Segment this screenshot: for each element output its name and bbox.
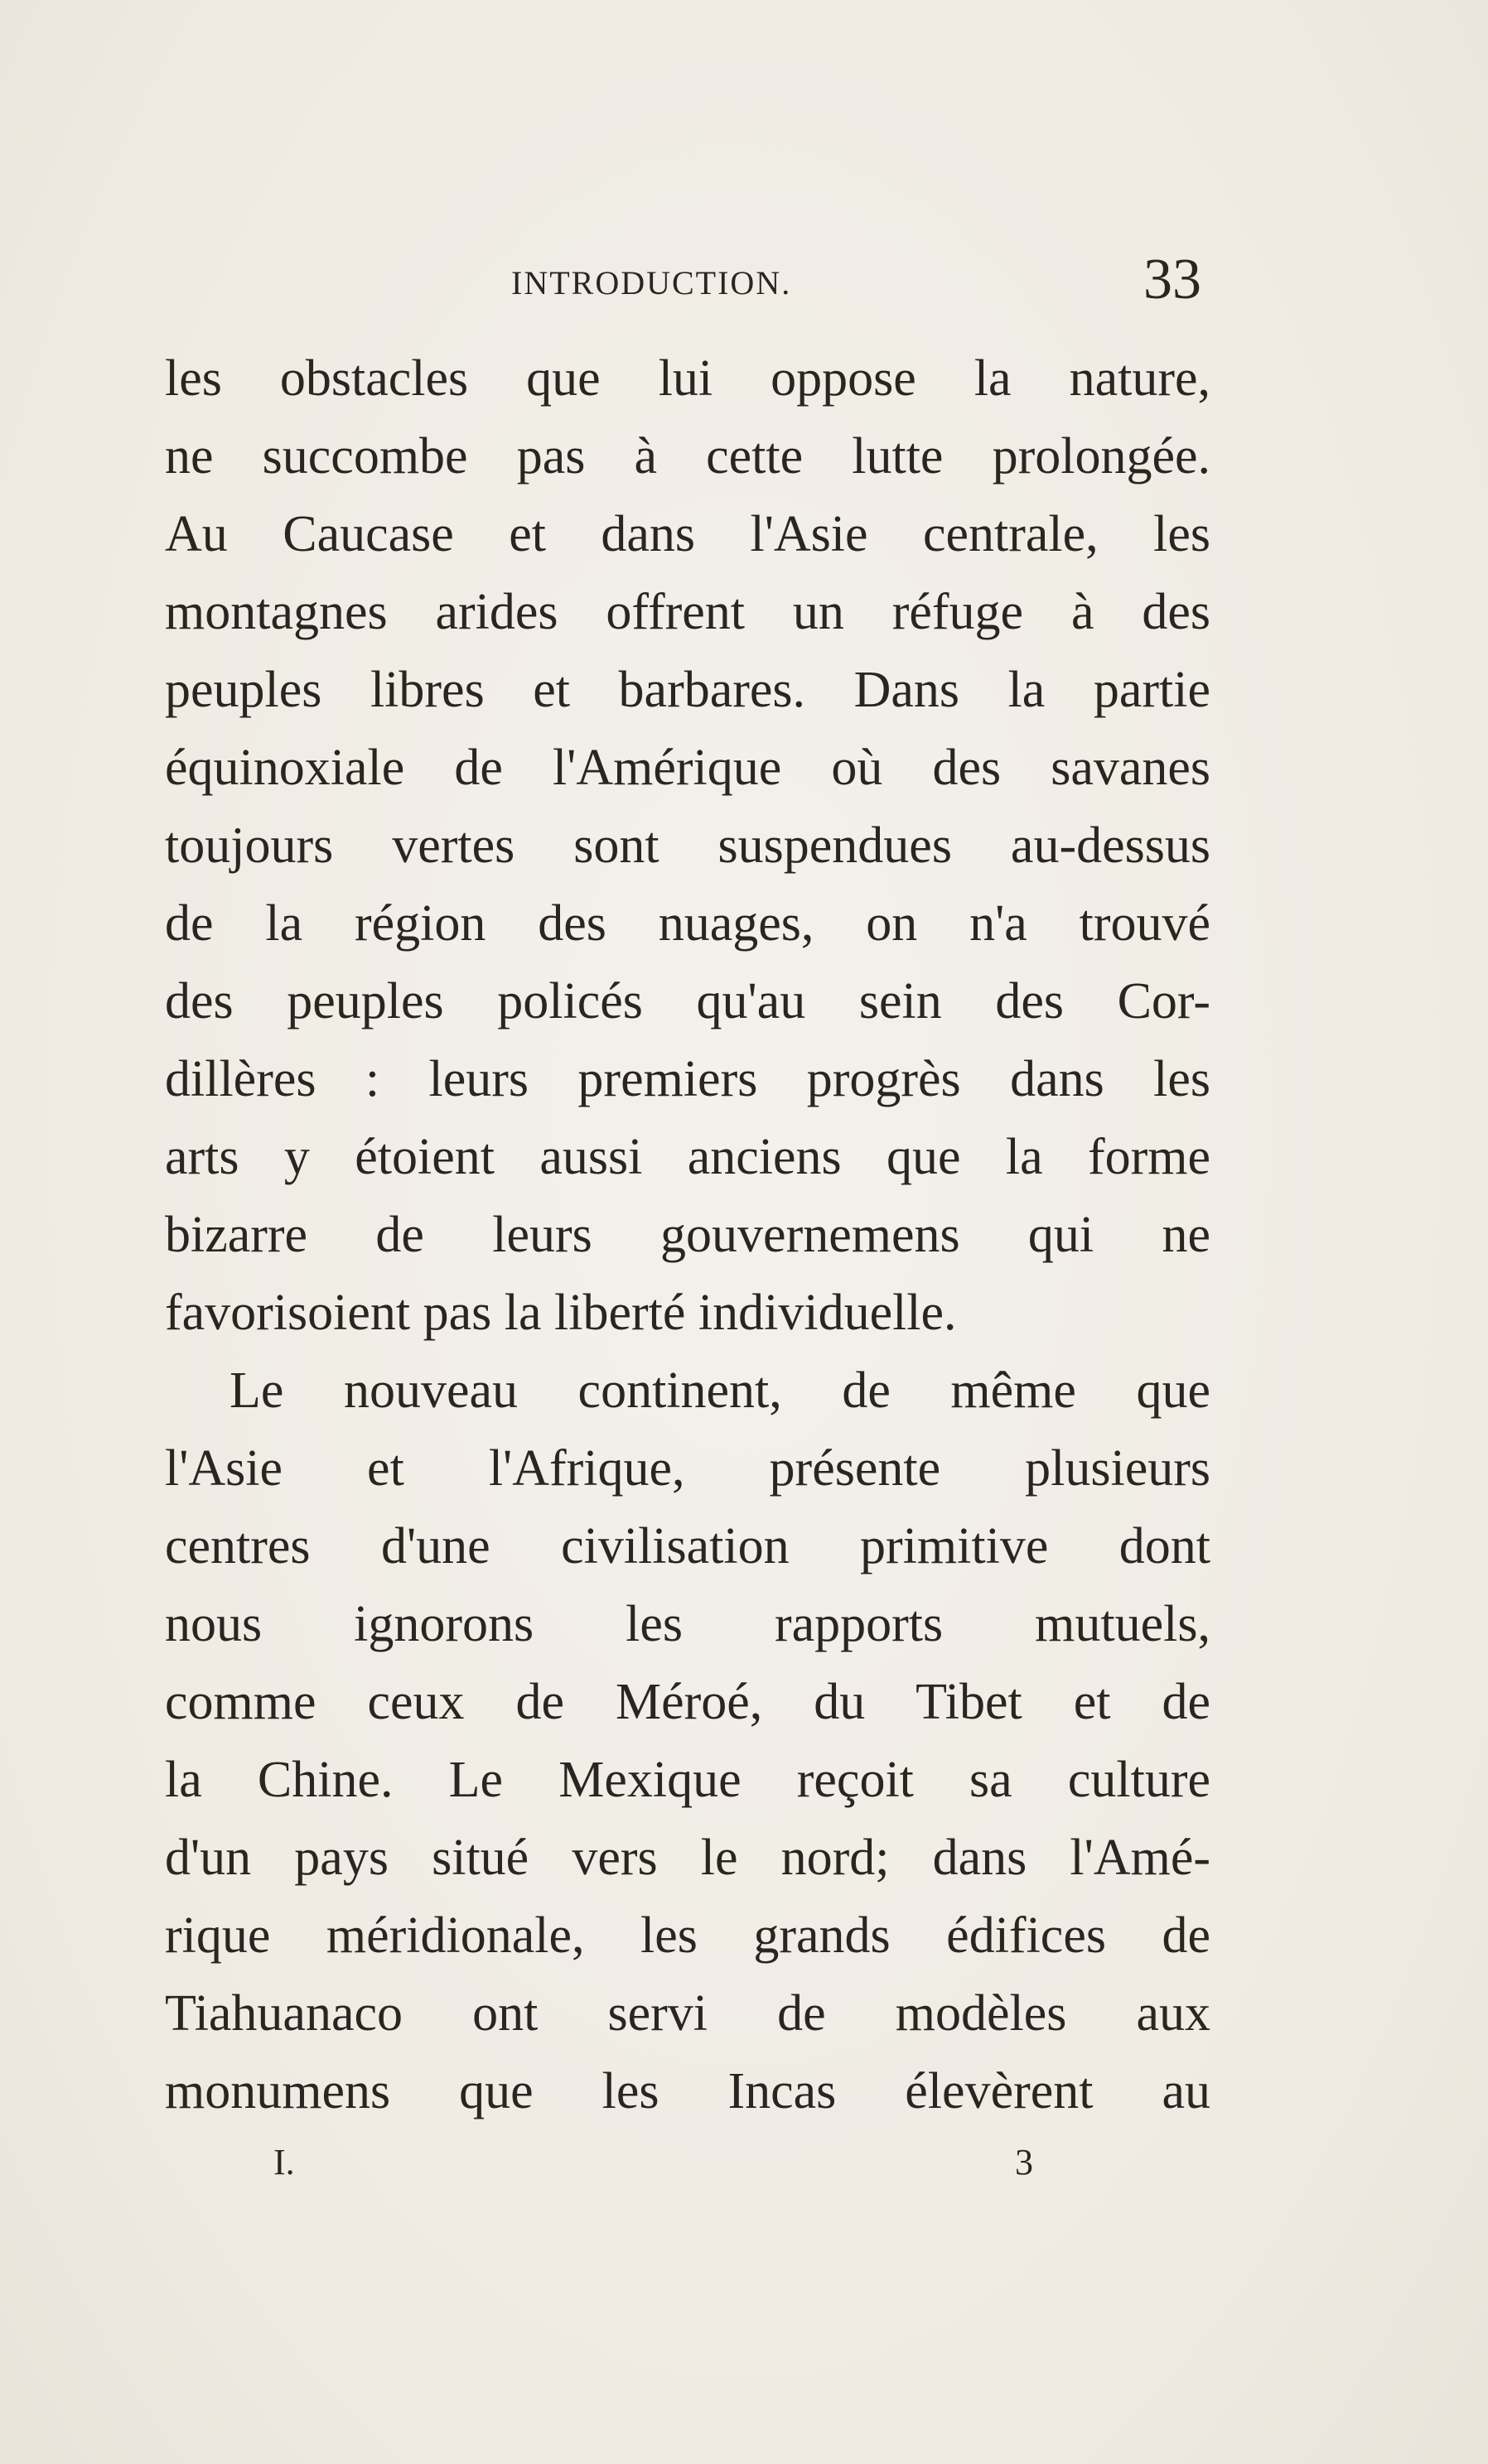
text-line: arts y étoient aussi anciens que la forme [165,1129,1210,1185]
text-line: ne succombe pas à cette lutte prolongée. [165,428,1210,485]
text-line: nous ignorons les rapports mutuels, [165,1596,1210,1652]
text-line: d'un pays situé vers le nord; dans l'Amé- [165,1830,1210,1886]
text-line: centres d'une civilisation primitive dont [165,1518,1210,1574]
text-line: rique méridionale, les grands édifices de [165,1907,1210,1964]
text-line: les obstacles que lui oppose la nature, [165,350,1210,407]
text-line: bizarre de leurs gouvernemens qui ne [165,1207,1210,1263]
signature-volume: I. [273,2142,295,2182]
text-line: la Chine. Le Mexique reçoit sa culture [165,1752,1210,1808]
text-line: comme ceux de Méroé, du Tibet et de [165,1674,1210,1730]
signature-sheet: 3 [1015,2142,1033,2182]
text-line: dillères : leurs premiers progrès dans les [165,1051,1210,1107]
text-line: Tiahuanaco ont servi de modèles aux [165,1985,1210,2042]
text-line: de la région des nuages, on n'a trouvé [165,895,1210,952]
text-line: monumens que les Incas élevèrent au [165,2063,1210,2119]
text-line: favorisoient pas la liberté individuelle. [165,1285,957,1341]
body-text [165,340,1210,2130]
text-line: Au Caucase et dans l'Asie centrale, les [165,506,1210,562]
text-line: équinoxiale de l'Amérique où des savanes [165,740,1210,796]
text-line: toujours vertes sont suspendues au-dessus [165,817,1210,874]
page-number: 33 [1143,248,1201,311]
text-line: montagnes arides offrent un réfuge à des [165,584,1210,640]
text-line: Le nouveau continent, de même que [229,1362,1210,1419]
text-line: des peuples policés qu'au sein des Cor- [165,973,1210,1029]
text-line: peuples libres et barbares. Dans la partie [165,662,1210,718]
text-line: l'Asie et l'Afrique, présente plusieurs [165,1440,1210,1497]
running-head: INTRODUCTION. [511,264,792,301]
